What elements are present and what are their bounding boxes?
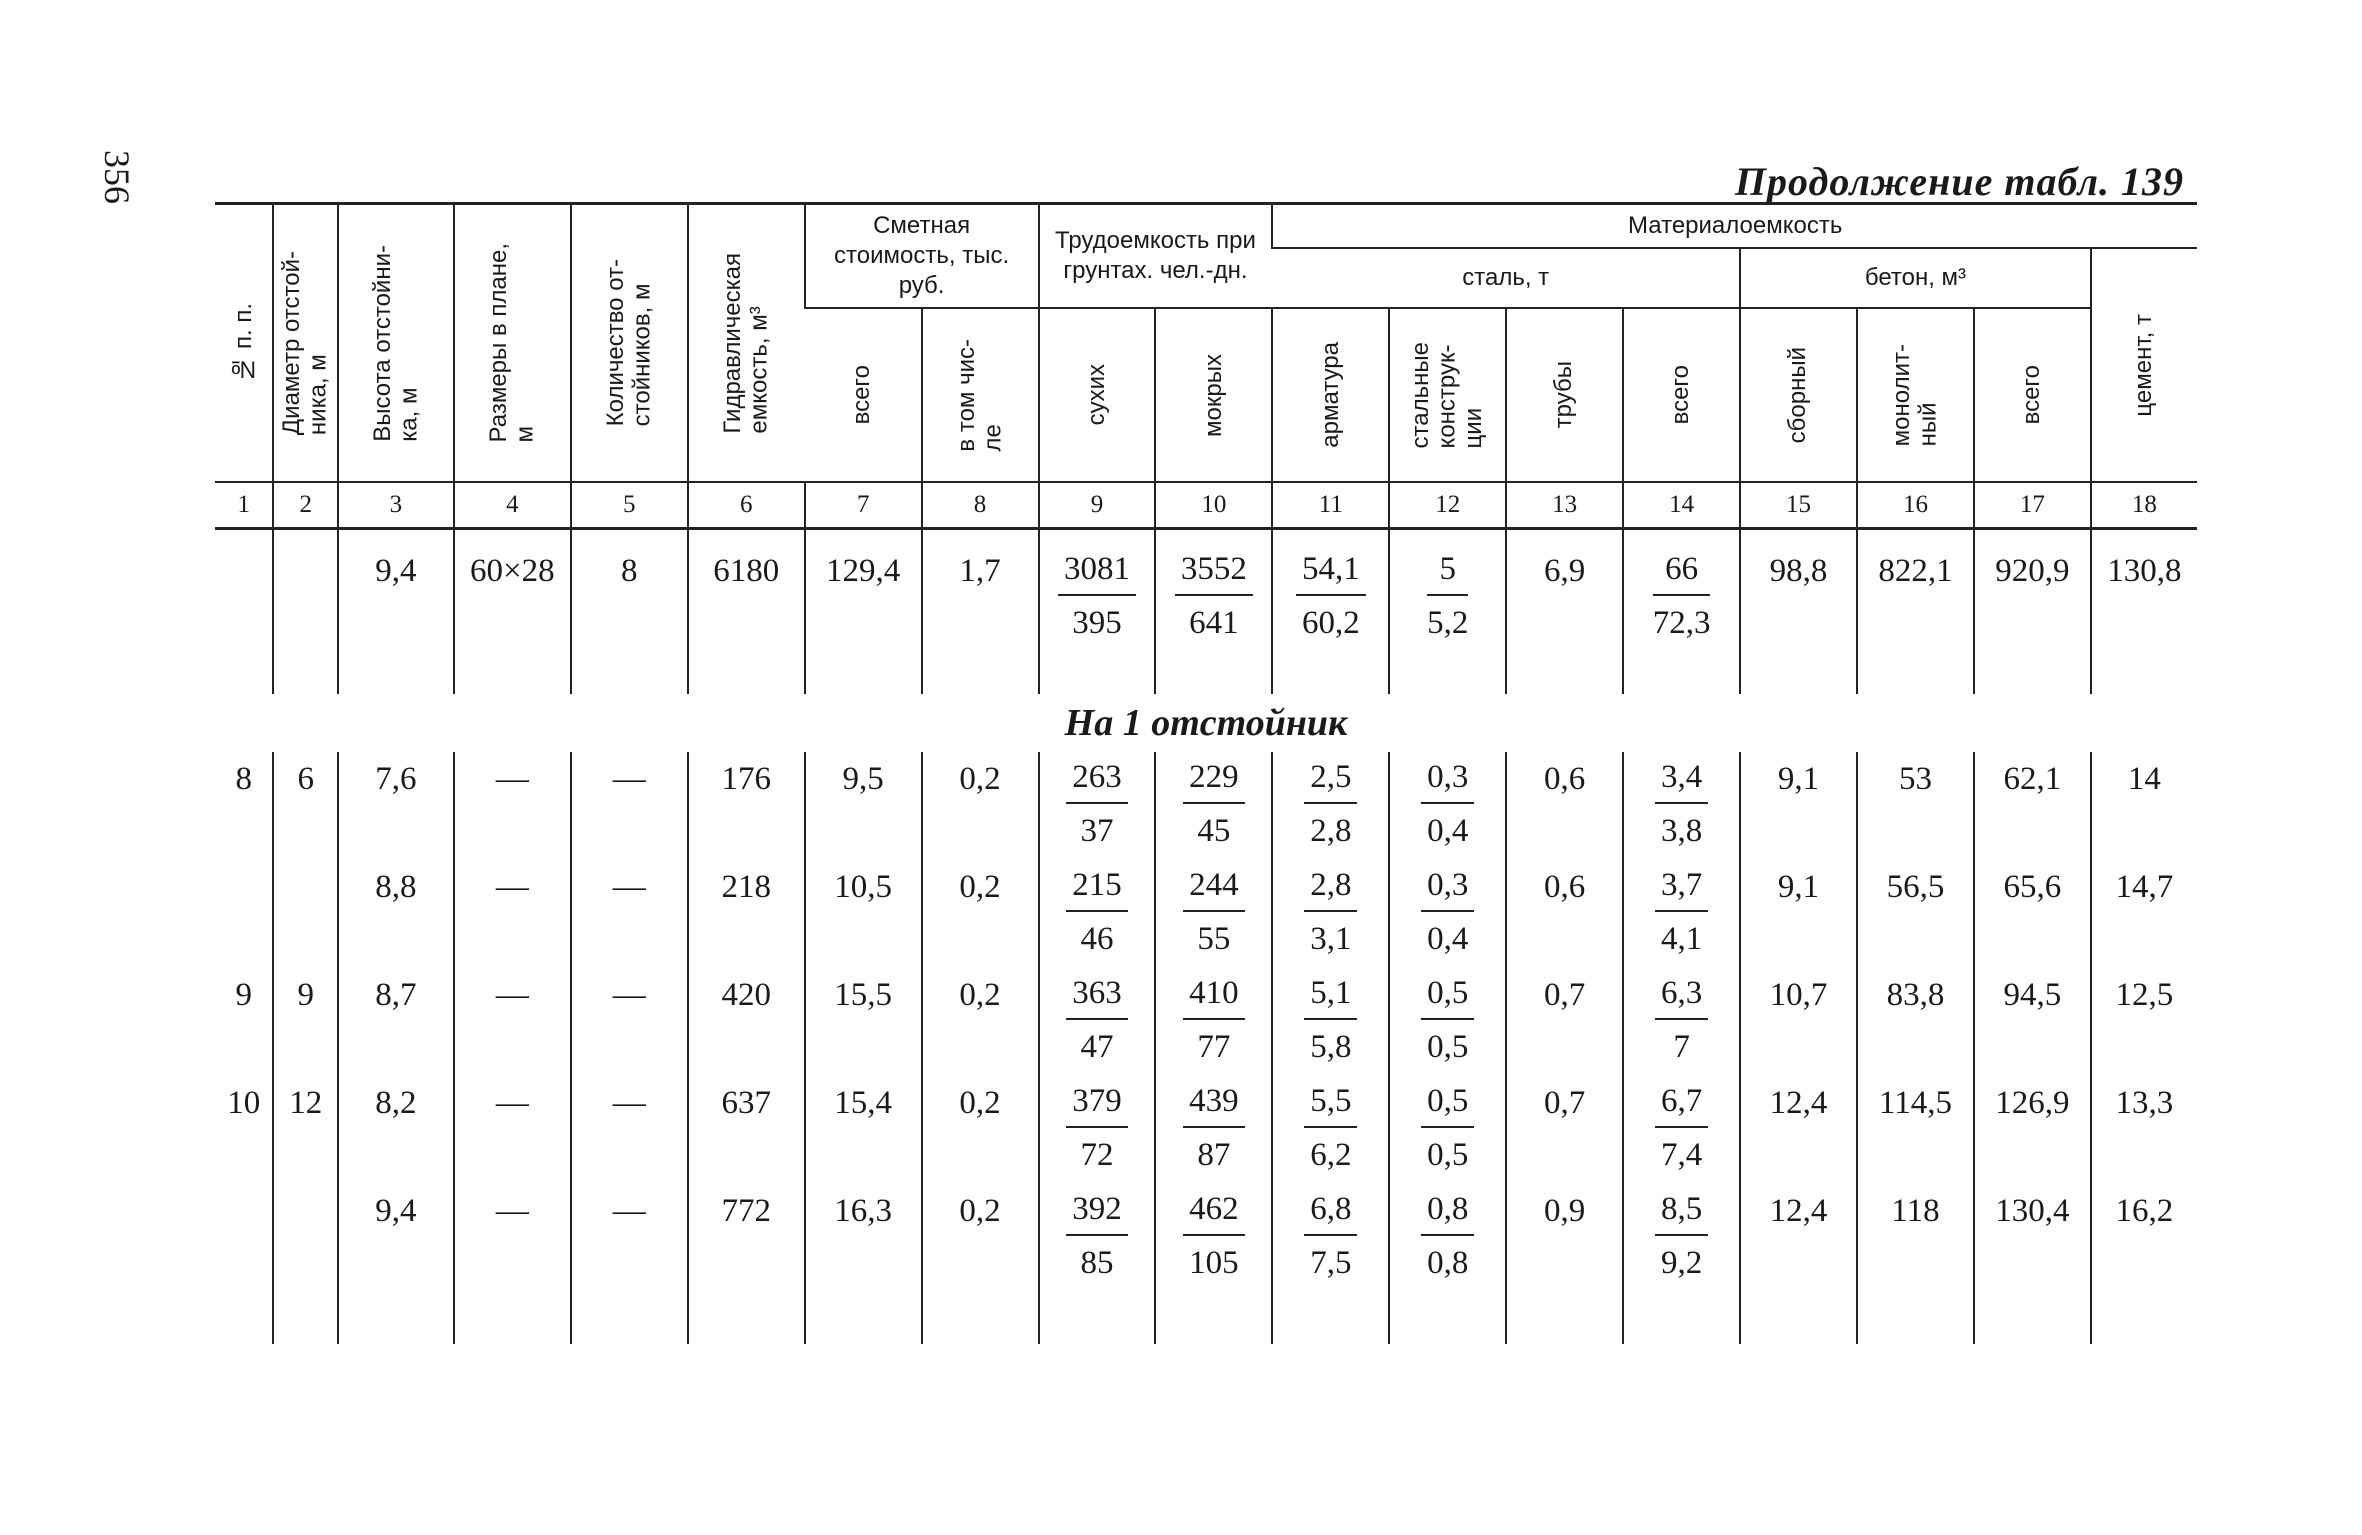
numerator: 5,5 xyxy=(1304,1076,1357,1128)
cell: 12,5 xyxy=(2091,968,2197,1076)
cell: 0,2 xyxy=(922,1076,1039,1184)
header-col-15: сборный xyxy=(1740,308,1857,482)
denominator: 7 xyxy=(1673,1029,1690,1065)
numerator: 2,5 xyxy=(1304,752,1357,804)
numerator: 0,5 xyxy=(1421,968,1474,1020)
cell: 15,5 xyxy=(805,968,922,1076)
cell: 9,4 xyxy=(338,529,454,695)
cell: 9,4 xyxy=(338,1184,454,1344)
cell: 12,4 xyxy=(1740,1184,1857,1344)
denominator: 3,1 xyxy=(1310,921,1352,957)
cell: — xyxy=(454,968,571,1076)
cell-fraction xyxy=(1623,860,1740,968)
cell: — xyxy=(454,752,571,860)
cell: — xyxy=(454,860,571,968)
cell: — xyxy=(571,860,688,968)
denominator: 3,8 xyxy=(1660,813,1703,849)
cell: 637 xyxy=(688,1076,805,1184)
table-row xyxy=(215,860,2197,968)
col-number: 8 xyxy=(922,482,1039,529)
cell: 1,7 xyxy=(922,529,1039,695)
cell-fraction xyxy=(1155,1184,1272,1344)
section-row xyxy=(215,694,2197,752)
col-number: 5 xyxy=(571,482,688,529)
cell: 7,6 xyxy=(338,752,454,860)
cell: 13,3 xyxy=(2091,1076,2197,1184)
denominator: 5,8 xyxy=(1310,1029,1352,1065)
denominator: 60,2 xyxy=(1301,605,1360,641)
section-title: На 1 отстойник xyxy=(1064,702,1348,744)
cell: 126,9 xyxy=(1974,1076,2091,1184)
table-row xyxy=(215,1184,2197,1344)
header-col-6: Гидравлическая емкость, м³ xyxy=(688,204,805,483)
header-col-14: всего xyxy=(1623,308,1740,482)
cell-fraction xyxy=(1155,860,1272,968)
col-number: 11 xyxy=(1272,482,1389,529)
col-number: 7 xyxy=(805,482,922,529)
cell: 130,8 xyxy=(2091,529,2197,695)
cell: 15,4 xyxy=(805,1076,922,1184)
col-number: 2 xyxy=(273,482,338,529)
cell-fraction xyxy=(1623,1076,1740,1184)
cell: 772 xyxy=(688,1184,805,1344)
header-material-group: Материалоемкость xyxy=(1272,204,2197,249)
cell: 114,5 xyxy=(1857,1076,1974,1184)
cell-fraction xyxy=(1623,752,1740,860)
cell: 118 xyxy=(1857,1184,1974,1344)
header-labor-group: Трудоемкость при грунтах. чел.-дн. xyxy=(1039,204,1273,309)
cell: 920,9 xyxy=(1974,529,2091,695)
cell-fraction xyxy=(1389,1184,1506,1344)
cell: 62,1 xyxy=(1974,752,2091,860)
cell: 16,3 xyxy=(805,1184,922,1344)
cell: 9,5 xyxy=(805,752,922,860)
cell: 0,6 xyxy=(1506,752,1623,860)
header-col-4: Размеры в плане, м xyxy=(454,204,571,483)
numerator: 263 xyxy=(1066,752,1128,804)
numerator: 410 xyxy=(1183,968,1245,1020)
data-table-container xyxy=(215,202,2197,1344)
numerator: 66 xyxy=(1653,544,1711,596)
cell: — xyxy=(571,752,688,860)
denominator: 55 xyxy=(1197,921,1231,957)
cell: 10,5 xyxy=(805,860,922,968)
cell: 65,6 xyxy=(1974,860,2091,968)
cell: 16,2 xyxy=(2091,1184,2197,1344)
header-steel-group: сталь, т xyxy=(1272,248,1740,308)
denominator: 2,8 xyxy=(1310,813,1352,849)
denominator: 45 xyxy=(1197,813,1231,849)
cell: 6,9 xyxy=(1506,529,1623,695)
cell xyxy=(215,1184,273,1344)
column-number-row xyxy=(215,482,2197,529)
cell: 0,2 xyxy=(922,860,1039,968)
denominator: 87 xyxy=(1197,1137,1231,1173)
header-cost-group: Сметная стоимость, тыс. руб. xyxy=(805,204,1039,309)
cell: 0,7 xyxy=(1506,1076,1623,1184)
numerator: 8,5 xyxy=(1655,1184,1708,1236)
cell: 14 xyxy=(2091,752,2197,860)
cell: 8 xyxy=(571,529,688,695)
denominator: 7,4 xyxy=(1660,1137,1703,1173)
denominator: 72 xyxy=(1080,1137,1114,1173)
cell-fraction xyxy=(1272,529,1389,695)
numerator: 229 xyxy=(1183,752,1245,804)
numerator: 379 xyxy=(1066,1076,1128,1128)
header-col-7: всего xyxy=(805,308,922,482)
cell: — xyxy=(571,1184,688,1344)
numerator: 6,7 xyxy=(1655,1076,1708,1128)
cell-fraction xyxy=(1272,860,1389,968)
cell: 0,9 xyxy=(1506,1184,1623,1344)
cell xyxy=(273,860,338,968)
numerator: 3081 xyxy=(1058,544,1136,596)
header-col-10: мокрых xyxy=(1155,308,1272,482)
denominator: 47 xyxy=(1080,1029,1114,1065)
col-number: 14 xyxy=(1623,482,1740,529)
numerator: 363 xyxy=(1066,968,1128,1020)
denominator: 395 xyxy=(1072,605,1122,641)
cell: 8,8 xyxy=(338,860,454,968)
numerator: 462 xyxy=(1183,1184,1245,1236)
cell-fraction xyxy=(1389,860,1506,968)
cell: 176 xyxy=(688,752,805,860)
denominator: 0,4 xyxy=(1427,921,1469,957)
page-number: 356 xyxy=(97,150,137,204)
cell: 94,5 xyxy=(1974,968,2091,1076)
numerator: 5,1 xyxy=(1304,968,1357,1020)
cell: 0,2 xyxy=(922,752,1039,860)
cell-fraction xyxy=(1039,529,1156,695)
denominator: 0,5 xyxy=(1427,1137,1469,1173)
cell: 12,4 xyxy=(1740,1076,1857,1184)
denominator: 0,4 xyxy=(1427,813,1469,849)
numerator: 3,4 xyxy=(1655,752,1708,804)
col-number: 12 xyxy=(1389,482,1506,529)
cell: 0,6 xyxy=(1506,860,1623,968)
denominator: 9,2 xyxy=(1660,1245,1703,1281)
cell-fraction xyxy=(1039,860,1156,968)
numerator: 5 xyxy=(1427,544,1468,596)
cell: 10 xyxy=(227,1085,261,1121)
numerator: 2,8 xyxy=(1304,860,1357,912)
header-col-17: всего xyxy=(1974,308,2091,482)
cell: 56,5 xyxy=(1857,860,1974,968)
header-col-8: в том чис- ле xyxy=(922,308,1039,482)
denominator: 7,5 xyxy=(1310,1245,1352,1281)
cell-fraction xyxy=(1389,1076,1506,1184)
cell xyxy=(273,1184,338,1344)
denominator: 37 xyxy=(1080,813,1114,849)
numerator: 215 xyxy=(1066,860,1128,912)
denominator: 4,1 xyxy=(1660,921,1703,957)
denominator: 85 xyxy=(1080,1245,1114,1281)
cell: 0,7 xyxy=(1506,968,1623,1076)
numerator: 6,8 xyxy=(1304,1184,1357,1236)
cell: 98,8 xyxy=(1740,529,1857,695)
header-col-2: Диаметр отстой- ника, м xyxy=(273,204,338,483)
col-number: 17 xyxy=(1974,482,2091,529)
numerator: 0,5 xyxy=(1421,1076,1474,1128)
table-caption: Продолжение табл. 139 xyxy=(1734,159,2184,204)
table-row xyxy=(215,1076,2197,1184)
cell-fraction xyxy=(1272,1184,1389,1344)
cell: 8,2 xyxy=(338,1076,454,1184)
cell-fraction xyxy=(1623,968,1740,1076)
col-number: 18 xyxy=(2091,482,2197,529)
col-number: 1 xyxy=(215,482,273,529)
cell-fraction xyxy=(1389,529,1506,695)
numerator: 439 xyxy=(1183,1076,1245,1128)
cell-fraction xyxy=(1272,1076,1389,1184)
col-number: 15 xyxy=(1740,482,1857,529)
denominator: 5,2 xyxy=(1427,605,1469,641)
cell-fraction xyxy=(1272,968,1389,1076)
header-col-9: сухих xyxy=(1039,308,1156,482)
cell: — xyxy=(454,1076,571,1184)
cell: 14,7 xyxy=(2091,860,2197,968)
cell: 9,1 xyxy=(1740,860,1857,968)
cell xyxy=(215,529,273,695)
cell-fraction xyxy=(1623,529,1740,695)
cell-fraction xyxy=(1389,968,1506,1076)
numerator: 0,8 xyxy=(1421,1184,1474,1236)
cell: 60×28 xyxy=(454,529,571,695)
cell: — xyxy=(454,1184,571,1344)
header-col-11: арматура xyxy=(1272,308,1389,482)
denominator: 72,3 xyxy=(1652,605,1711,641)
cell-fraction xyxy=(1155,752,1272,860)
col-number: 3 xyxy=(338,482,454,529)
numerator: 244 xyxy=(1183,860,1245,912)
cell-fraction xyxy=(1155,529,1272,695)
denominator: 0,8 xyxy=(1427,1245,1469,1281)
cell: 130,4 xyxy=(1974,1184,2091,1344)
cell: — xyxy=(571,1076,688,1184)
cell-fraction xyxy=(1039,752,1156,860)
cell-fraction xyxy=(1039,1076,1156,1184)
cell: 9,1 xyxy=(1740,752,1857,860)
cell xyxy=(215,860,273,968)
cell-fraction xyxy=(1155,1076,1272,1184)
cell: 129,4 xyxy=(805,529,922,695)
col-number: 9 xyxy=(1039,482,1156,529)
cell-fraction xyxy=(1389,752,1506,860)
cell: 53 xyxy=(1857,752,1974,860)
cell: 8 xyxy=(235,761,252,797)
header-concrete-group: бетон, м³ xyxy=(1740,248,2091,308)
header-col-13: трубы xyxy=(1506,308,1623,482)
header-col-12: стальные конструк- ции xyxy=(1389,308,1506,482)
col-number: 13 xyxy=(1506,482,1623,529)
denominator: 105 xyxy=(1189,1245,1239,1281)
table-header xyxy=(215,204,2197,529)
cell: — xyxy=(571,968,688,1076)
col-number: 6 xyxy=(688,482,805,529)
header-col-16: монолит- ный xyxy=(1857,308,1974,482)
cell-fraction xyxy=(1623,1184,1740,1344)
table-body xyxy=(215,529,2197,1345)
cell: 0,2 xyxy=(922,968,1039,1076)
header-col-3: Высота отстойни- ка, м xyxy=(338,204,454,483)
numerator: 6,3 xyxy=(1655,968,1708,1020)
col-number: 10 xyxy=(1155,482,1272,529)
cell: 420 xyxy=(688,968,805,1076)
cell: 83,8 xyxy=(1857,968,1974,1076)
cell-fraction xyxy=(1155,968,1272,1076)
denominator: 641 xyxy=(1189,605,1239,641)
cell: 0,2 xyxy=(922,1184,1039,1344)
numerator: 0,3 xyxy=(1421,860,1474,912)
cell-fraction xyxy=(1272,752,1389,860)
numerator: 54,1 xyxy=(1296,544,1366,596)
denominator: 0,5 xyxy=(1427,1029,1469,1065)
cell: 822,1 xyxy=(1857,529,1974,695)
table-row xyxy=(215,752,2197,860)
cell: 6180 xyxy=(688,529,805,695)
header-col-1: № п. п. xyxy=(215,204,273,483)
cell: 218 xyxy=(688,860,805,968)
denominator: 77 xyxy=(1197,1029,1231,1065)
denominator: 6,2 xyxy=(1310,1137,1352,1173)
cell-fraction xyxy=(1039,968,1156,1076)
cell: 9 xyxy=(273,968,338,1076)
numerator: 392 xyxy=(1066,1184,1128,1236)
denominator: 46 xyxy=(1080,921,1114,957)
cell: 12 xyxy=(273,1076,338,1184)
table-row xyxy=(215,529,2197,695)
cell: 8,7 xyxy=(338,968,454,1076)
numerator: 3,7 xyxy=(1655,860,1708,912)
header-col-5: Количество от- стойников, м xyxy=(571,204,688,483)
col-number: 16 xyxy=(1857,482,1974,529)
numerator: 0,3 xyxy=(1421,752,1474,804)
table-row xyxy=(215,968,2197,1076)
cell: 6 xyxy=(273,752,338,860)
data-table xyxy=(215,202,2197,1344)
numerator: 3552 xyxy=(1175,544,1253,596)
cell: 9 xyxy=(235,977,252,1013)
cell xyxy=(273,529,338,695)
cell: 10,7 xyxy=(1740,968,1857,1076)
cell-fraction xyxy=(1039,1184,1156,1344)
header-col-18: цемент, т xyxy=(2091,248,2197,482)
col-number: 4 xyxy=(454,482,571,529)
